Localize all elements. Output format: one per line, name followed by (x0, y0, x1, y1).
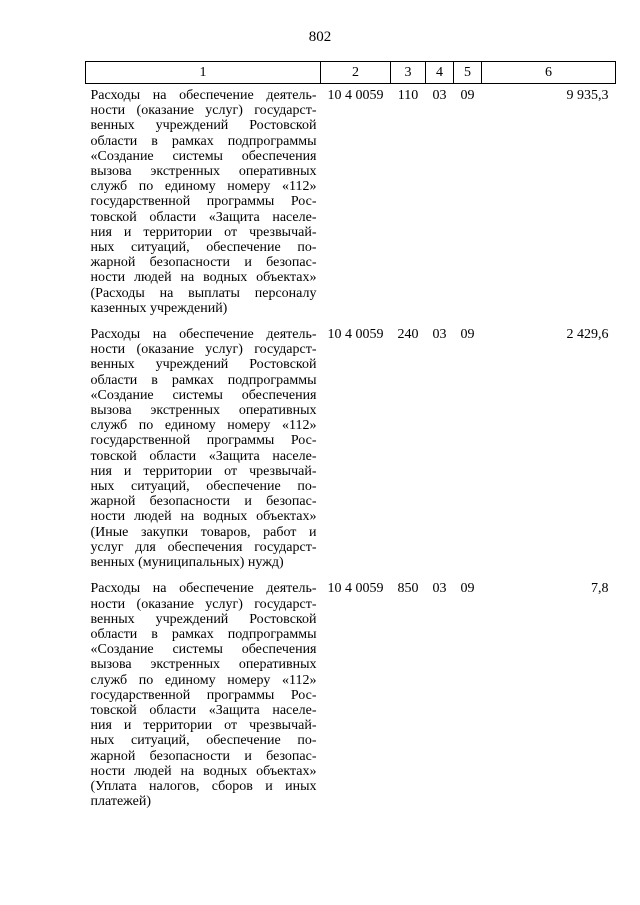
description-line: (Расходы на выплаты персоналу (90, 285, 317, 301)
header-col-1: 1 (86, 62, 321, 84)
row-description (86, 323, 321, 577)
row-subsection: 09 (460, 327, 475, 343)
description-line: ности людей на водных объектах» (90, 763, 317, 779)
description-line: венных учреждений Ростовской (90, 118, 317, 134)
description-line: ности (оказание услуг) государст- (90, 103, 317, 119)
description-line: Расходы на обеспечение деятель- (90, 327, 317, 343)
description-line: услуг для обеспечения государст- (90, 539, 317, 555)
description-line: ности (оказание услуг) государст- (90, 342, 317, 358)
row-section: 03 (432, 88, 447, 103)
description-line: вызова экстренных оперативных (90, 164, 317, 180)
description-line: казенных учреждений) (90, 300, 228, 316)
description-line: вызова экстренных оперативных (90, 403, 317, 419)
row-amount: 7,8 (591, 581, 609, 597)
row-code: 10 4 0059 (327, 88, 384, 103)
description-line: служб по единому номеру «112» (90, 418, 317, 434)
description-line: государственной программы Рос- (90, 687, 317, 703)
description-line: ных ситуаций, обеспечение по- (90, 479, 317, 495)
description-line: платежей) (90, 794, 152, 810)
header-col-2: 2 (321, 62, 391, 84)
table-body (86, 84, 616, 817)
description-line: ния и территории от чрезвычай- (90, 718, 317, 734)
description-line: товской области «Защита населе- (90, 448, 317, 464)
description-line: жарной безопасности и безопас- (90, 748, 317, 764)
description-line: ния и территории от чрезвычай- (90, 463, 317, 479)
description-line: жарной безопасности и безопас- (90, 255, 317, 271)
row-subsection: 09 (460, 581, 475, 597)
budget-table (85, 61, 616, 816)
description-line: жарной безопасности и безопас- (90, 494, 317, 510)
description-line: Расходы на обеспечение деятель- (90, 88, 317, 103)
description-line: ности людей на водных объектах» (90, 270, 317, 286)
description-line: (Иные закупки товаров, работ и (90, 524, 317, 540)
header-col-3: 3 (391, 62, 426, 84)
table-header (86, 62, 616, 84)
description-line: служб по единому номеру «112» (90, 672, 317, 688)
row-description (86, 84, 321, 324)
description-line: ных ситуаций, обеспечение по- (90, 240, 317, 256)
header-row (86, 62, 616, 84)
description-line: вызова экстренных оперативных (90, 657, 317, 673)
row-section: 03 (432, 581, 447, 597)
row-subsection: 09 (460, 88, 475, 103)
description-line: «Создание системы обеспечения (90, 148, 317, 164)
description-line: ния и территории от чрезвычай- (90, 224, 317, 240)
description-line: товской области «Защита населе- (90, 209, 317, 225)
row-section: 03 (432, 327, 447, 343)
row-expense-type: 850 (397, 581, 419, 597)
description-line: государственной программы Рос- (90, 433, 317, 449)
row-expense-type: 240 (397, 327, 419, 343)
row-code: 10 4 0059 (327, 581, 384, 597)
row-code: 10 4 0059 (327, 327, 384, 343)
description-line: области в рамках подпрограммы (90, 372, 317, 388)
table-row (86, 84, 616, 324)
description-line: (Уплата налогов, сборов и иных (90, 778, 317, 794)
description-line: «Создание системы обеспечения (90, 387, 317, 403)
page-number: 802 (308, 29, 332, 45)
row-amount: 9 935,3 (566, 88, 609, 103)
description-line: ных ситуаций, обеспечение по- (90, 733, 317, 749)
row-description (86, 577, 321, 816)
description-line: венных учреждений Ростовской (90, 357, 317, 373)
table-row (86, 323, 616, 577)
header-col-6: 6 (482, 62, 616, 84)
description-line: венных учреждений Ростовской (90, 611, 317, 627)
row-amount: 2 429,6 (566, 327, 609, 343)
description-line: области в рамках подпрограммы (90, 626, 317, 642)
description-line: товской области «Защита населе- (90, 702, 317, 718)
description-line: венных (муниципальных) нужд) (90, 555, 284, 571)
header-col-4: 4 (426, 62, 454, 84)
table-row (86, 577, 616, 816)
header-col-5: 5 (454, 62, 482, 84)
description-line: Расходы на обеспечение деятель- (90, 581, 317, 597)
description-line: государственной программы Рос- (90, 194, 317, 210)
description-line: ности людей на водных объектах» (90, 509, 317, 525)
description-line: «Создание системы обеспечения (90, 642, 317, 658)
description-line: служб по единому номеру «112» (90, 179, 317, 195)
row-expense-type: 110 (397, 88, 419, 103)
description-line: ности (оказание услуг) государст- (90, 596, 317, 612)
description-line: области в рамках подпрограммы (90, 133, 317, 149)
